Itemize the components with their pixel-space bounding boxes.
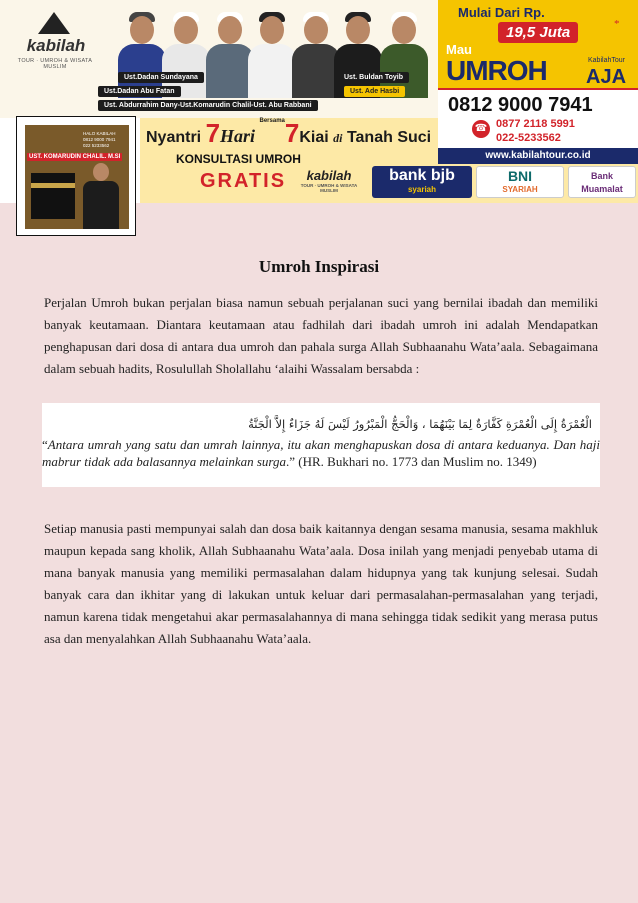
ustaz-label: Ust. Buldan Toyib	[338, 72, 409, 83]
package-subtitle: UST. KOMARUDIN CHALIL. M.SI	[29, 154, 121, 160]
brand-name: kabilah	[26, 36, 86, 55]
ustaz-label: Ust. Ade Hasbi	[344, 86, 405, 97]
phone-main: 0812 9000 7941	[448, 94, 593, 116]
package-contact: HALO KABILAH 0812 9000 7941 022 5233562	[83, 131, 116, 148]
gratis-label: GRATIS	[200, 170, 287, 192]
ustaz-photo	[378, 6, 430, 98]
nyantri-slogan: Nyantri 7Hari $^{Bersama}$7Kiai di Tanah Suci	[146, 118, 432, 148]
bank-bjb-logo: bank bjb syariah	[372, 166, 472, 198]
article-paragraph: Setiap manusia pasti mempunyai salah dan dosa baik kaitannya dengan sesama manusia, sesama makhluk maupun kepada sang kholik, Allah Subhaanahu Wata’aala. Dosa inilah yang menjadi penyebab utama di mana banyak manusia yang memiliki permasalahan dalam hidupnya yang tak kunjung selesai. Sudah banyak cara dan ikhitar yang di lakukan untuk keluar dari permasalahan-permasalahan yang terjadi, namun karena tidak mengetahui akar permasalahannya di mana sehingga tidak sedikit yang merasa putus asa dan menyalahkan Allah Subhaanahu Wata’aala.	[44, 521, 598, 646]
website-url: www.kabilahtour.co.id	[438, 148, 638, 164]
bank-bni-logo: BNI SYARIAH	[476, 166, 564, 198]
ustaz-label: Ust. Abdurrahim Dany-Ust.Komarudin Chalil-Ust. Abu Rabbani	[98, 100, 318, 111]
kaaba-icon	[34, 12, 74, 34]
ustaz-photos	[96, 6, 436, 98]
hadith-translation: “Antara umrah yang satu dan umrah lainnya, itu akan menghapuskan dosa di antara keduanya. Dan haji mabrur tidak ada balasannya melainkan surga.” (HR. Bukhari no. 1773 dan Muslim no. 1349)	[42, 437, 600, 469]
hadith-box	[42, 403, 600, 487]
konsultasi-label: KONSULTASI UMROH	[176, 152, 301, 166]
arabic-hadith: الْعُمْرَةُ إِلَى الْعُمْرَةِ كَفَّارَةٌ لِمَا بَيْنَهُمَا ، وَالْحَجُّ الْمَبْرُورُ لَيْسَ لَهُ جَزَاءٌ إِلاَّ الْجَنَّةُ	[248, 417, 592, 431]
ustaz-label: Ust.Dadan Abu Fatan	[98, 86, 181, 97]
promo-start-label: Mulai Dari Rp.	[458, 5, 545, 20]
bank-muamalat-logo: Bank Muamalat	[568, 166, 636, 198]
brand-logo	[12, 12, 94, 74]
phone-box	[438, 88, 638, 148]
brand-subtitle: TOUR · UMROH & WISATA MUSLIM	[17, 58, 93, 70]
promo-umroh: UMROH	[446, 55, 547, 86]
package-photo-inner	[25, 125, 129, 229]
promo-price: 19,5 Juta	[498, 22, 578, 43]
ustaz-label: Ust.Dadan Sundayana	[118, 72, 204, 83]
promo-mau: Mau	[446, 42, 472, 57]
ustaz-figure	[83, 163, 119, 229]
ustaz-photo	[332, 6, 384, 98]
kaaba-image	[31, 173, 75, 219]
phone-alt: 0877 2118 5991	[496, 118, 575, 130]
brand-logo-small: kabilah TOUR · UMROH & WISATA MUSLIM	[300, 168, 358, 193]
package-photo	[16, 116, 136, 236]
article-title: Umroh Inspirasi	[258, 257, 380, 276]
phone-alt: 022-5233562	[496, 132, 561, 144]
phone-icon: ☎	[472, 120, 490, 138]
promo-brand: KabilahTour	[588, 57, 625, 64]
kaaba-band	[31, 183, 75, 188]
article-paragraph: Perjalan Umroh bukan perjalan biasa namun sebuah perjalanan suci yang bernilai ibadah dan memiliki banyak keutamaan. Diantara keutamaan atau fadhilah dari ibadah umroh ini adalah Mendapatkan penghapusan dari dosa di antara dua umroh dan pahala surga Allah Subhaanahu Wata’aala. Sebagaimana dalam sebuah hadits, Rosulullah Sholallahu ‘alaihi Wassalam bersabda :	[44, 295, 598, 376]
asterisk-icon: *	[614, 18, 620, 30]
promo-aja: AJA	[586, 66, 627, 88]
